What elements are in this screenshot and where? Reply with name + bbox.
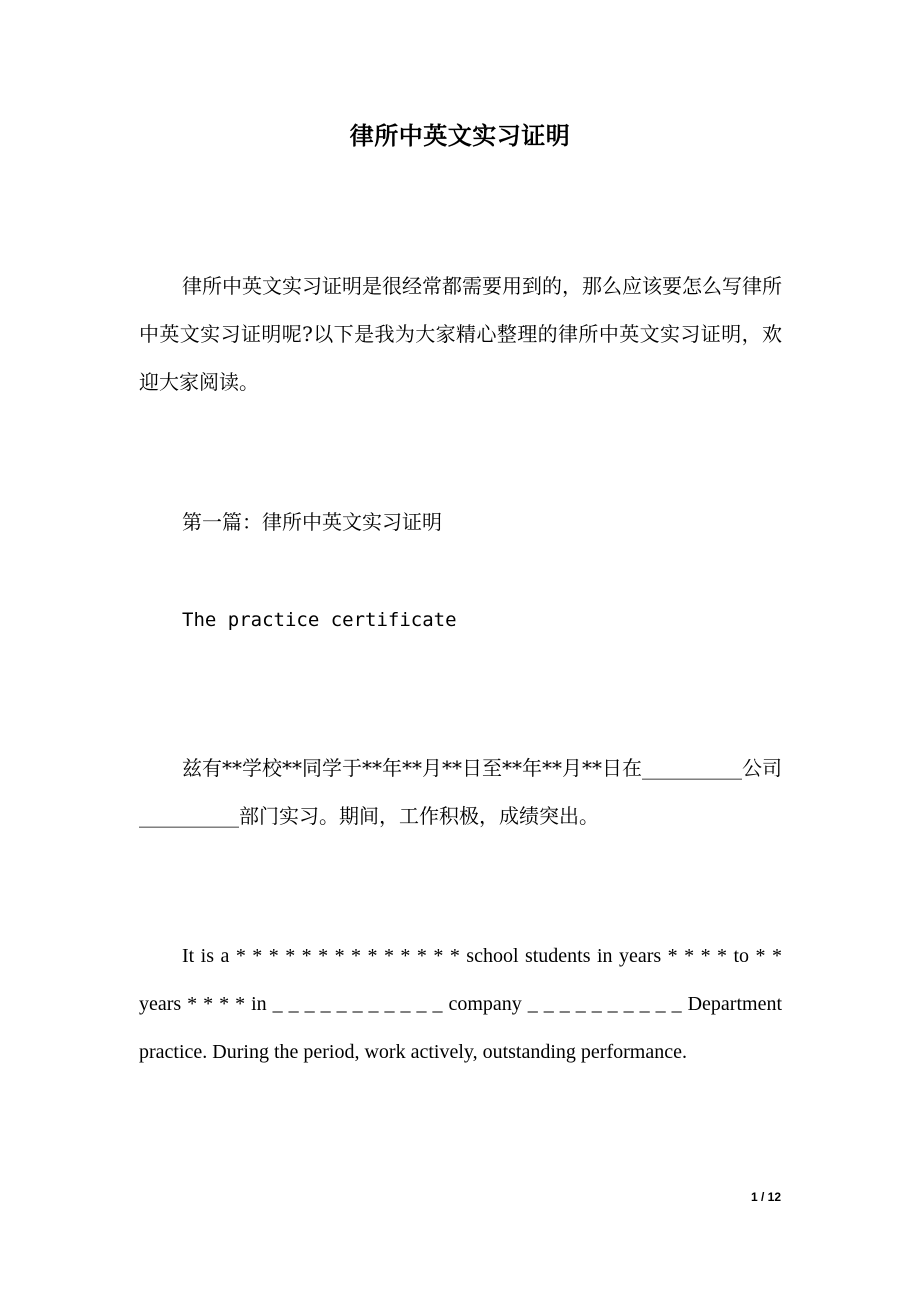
english-title: The practice certificate — [182, 609, 457, 631]
page-number: 1 / 12 — [750, 1190, 781, 1204]
section-heading: 第一篇：律所中英文实习证明 — [182, 510, 442, 534]
english-body-paragraph: It is a * * * * * * * * * * * * * * school students in years * * * * to * * years * * * * in _ _ _ _ _ _ _ _ _ _ _ company _ _ _ _ _ _ _ _ _ _ Department practice. During the period, work actively, outstanding performance. — [139, 945, 782, 1063]
chinese-body-paragraph: 兹有**学校**同学于**年**月**日至**年**月**日在__________公司__________部门实习。期间，工作积极，成绩突出。 — [139, 756, 782, 828]
intro-paragraph: 律所中英文实习证明是很经常都需要用到的，那么应该要怎么写律所中英文实习证明呢?以下是我为大家精心整理的律所中英文实习证明，欢迎大家阅读。 — [139, 274, 782, 394]
document-title: 律所中英文实习证明 — [349, 121, 571, 150]
